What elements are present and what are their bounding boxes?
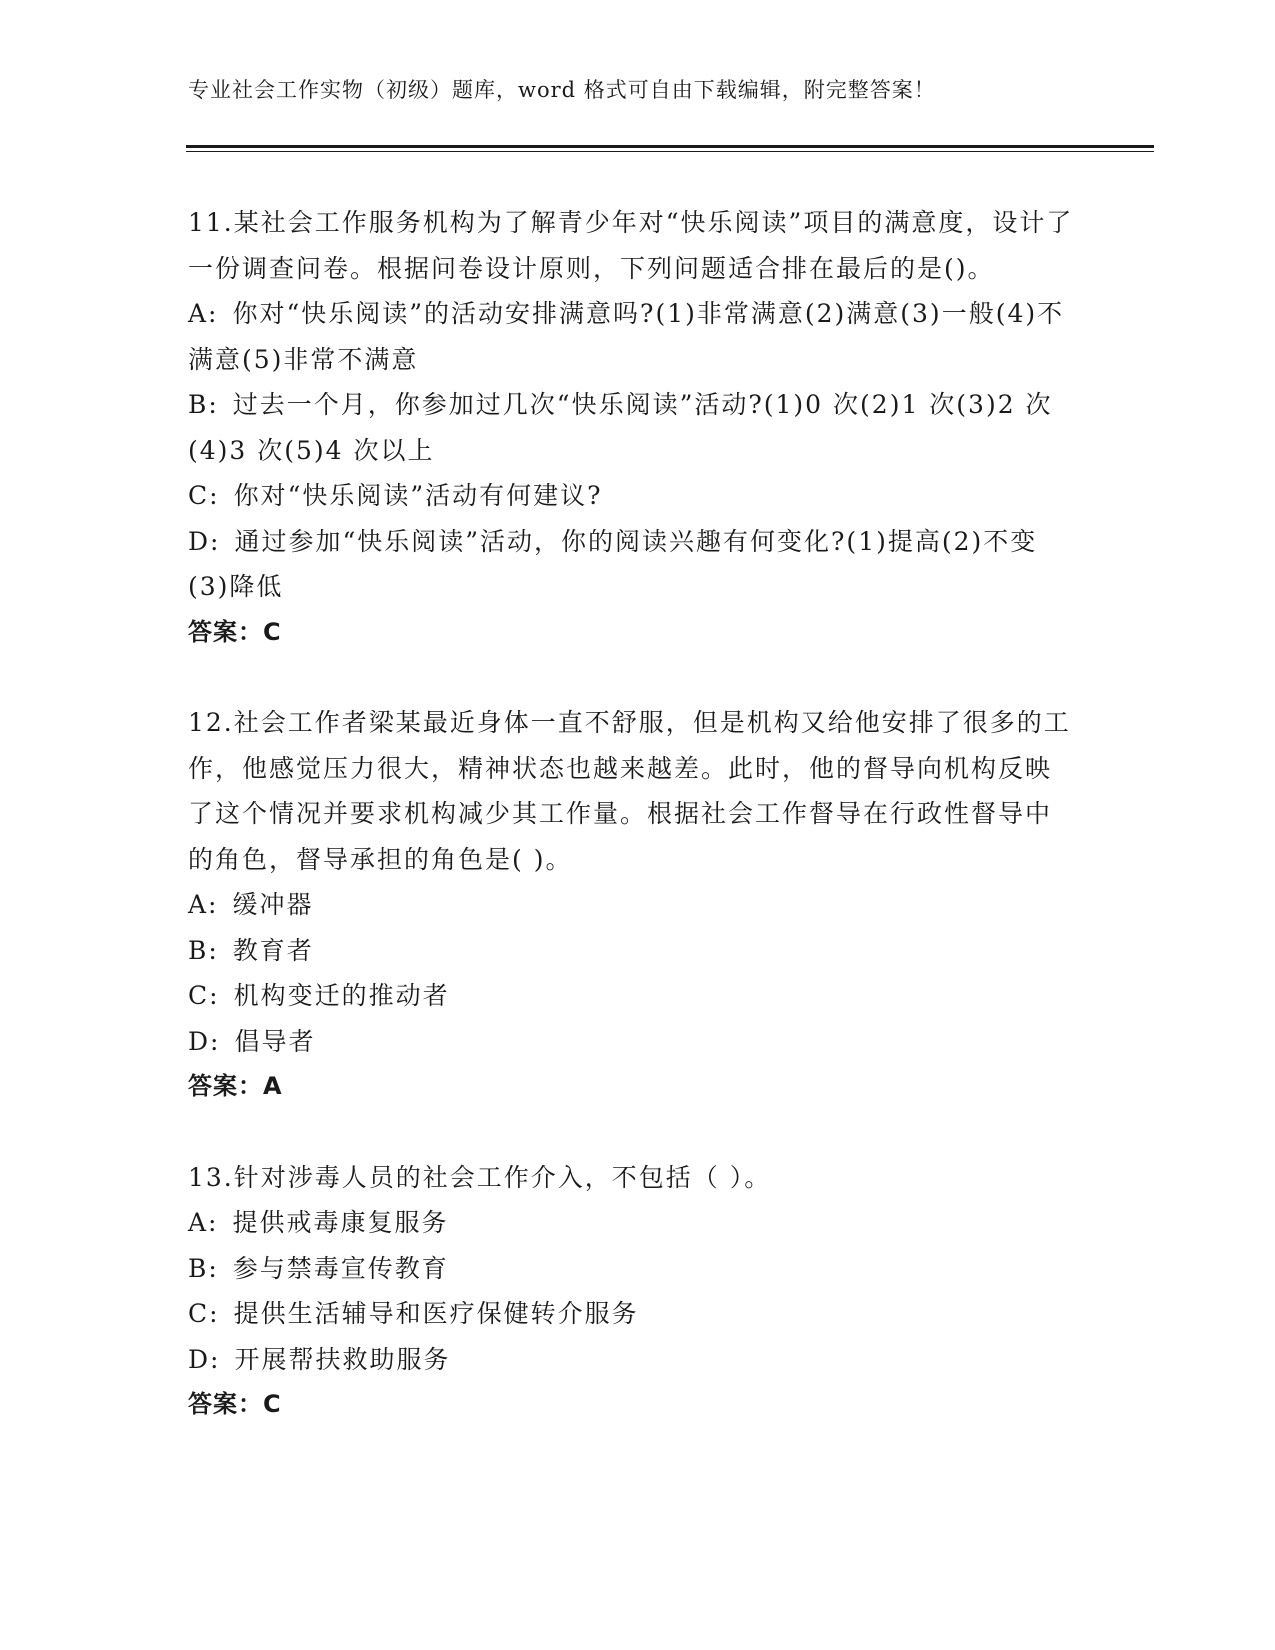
- option-label: D:: [188, 1344, 221, 1374]
- answer: 答案：C: [188, 617, 282, 646]
- question-list: [188, 200, 1078, 1473]
- answer: 答案：A: [188, 1072, 283, 1100]
- option-c: [188, 1291, 1078, 1337]
- option-c: [188, 473, 1078, 519]
- option-text: 通过参加“快乐阅读”活动，你的阅读兴趣有何变化?(1)提高(2)不变(3)降低: [188, 526, 1038, 601]
- answer: 答案：C: [188, 1390, 282, 1418]
- option-label: A:: [188, 890, 219, 919]
- option-a: [188, 1200, 1078, 1246]
- option-a: [188, 882, 1078, 928]
- option-text: 你对“快乐阅读”活动有何建议?: [233, 481, 603, 510]
- option-label: B:: [188, 1253, 219, 1283]
- option-label: D:: [188, 526, 221, 556]
- option-b: [188, 382, 1078, 473]
- option-label: C:: [188, 1299, 220, 1328]
- option-label: B:: [188, 935, 219, 965]
- option-text: 过去一个月，你参加过几次“快乐阅读”活动?(1)0 次(2)1 次(3)2 次(4)3 次(5)4 次以上: [188, 390, 1053, 465]
- option-b: [188, 928, 1078, 974]
- option-label: C:: [188, 481, 220, 510]
- option-label: B:: [188, 390, 219, 419]
- option-text: 开展帮扶救助服务: [234, 1344, 451, 1374]
- question-stem: 11.某社会工作服务机构为了解青少年对“快乐阅读”项目的满意度，设计了一份调查问卷。根据问卷设计原则，下列问题适合排在最后的是()。: [188, 208, 1074, 283]
- header-divider-thick: [186, 145, 1154, 148]
- option-label: A:: [188, 299, 219, 328]
- header-divider-thin: [186, 151, 1154, 152]
- option-text: 教育者: [232, 935, 314, 965]
- option-text: 机构变迁的推动者: [233, 981, 450, 1010]
- option-a: [188, 291, 1078, 382]
- option-d: [188, 1019, 1078, 1065]
- question-11: [188, 200, 1078, 655]
- option-label: A:: [188, 1208, 219, 1237]
- option-d: [188, 1337, 1078, 1383]
- option-c: [188, 973, 1078, 1019]
- question-stem: 12.社会工作者梁某最近身体一直不舒服，但是机构又给他安排了很多的工作，他感觉压力很大，精神状态也越来越差。此时，他的督导向机构反映了这个情况并要求机构减少其工作量。根据社会工作督导在行政性督导中的角色，督导承担的角色是( )。: [188, 708, 1071, 874]
- question-stem: 13.针对涉毒人员的社会工作介入，不包括（ ）。: [188, 1162, 772, 1192]
- option-text: 提供生活辅导和医疗保健转介服务: [233, 1299, 639, 1328]
- option-text: 倡导者: [234, 1026, 316, 1056]
- option-text: 你对“快乐阅读”的活动安排满意吗?(1)非常满意(2)满意(3)一般(4)不满意(5)非常不满意: [188, 299, 1065, 374]
- page-header: 专业社会工作实物（初级）题库，word 格式可自由下载编辑，附完整答案！: [188, 78, 936, 102]
- option-text: 参与禁毒宣传教育: [232, 1253, 449, 1283]
- option-b: [188, 1246, 1078, 1292]
- option-label: D:: [188, 1026, 221, 1056]
- option-d: [188, 519, 1078, 610]
- option-label: C:: [188, 981, 220, 1010]
- option-text: 缓冲器: [232, 890, 314, 919]
- question-13: [188, 1155, 1078, 1428]
- option-text: 提供戒毒康复服务: [232, 1208, 449, 1237]
- question-12: [188, 700, 1078, 1110]
